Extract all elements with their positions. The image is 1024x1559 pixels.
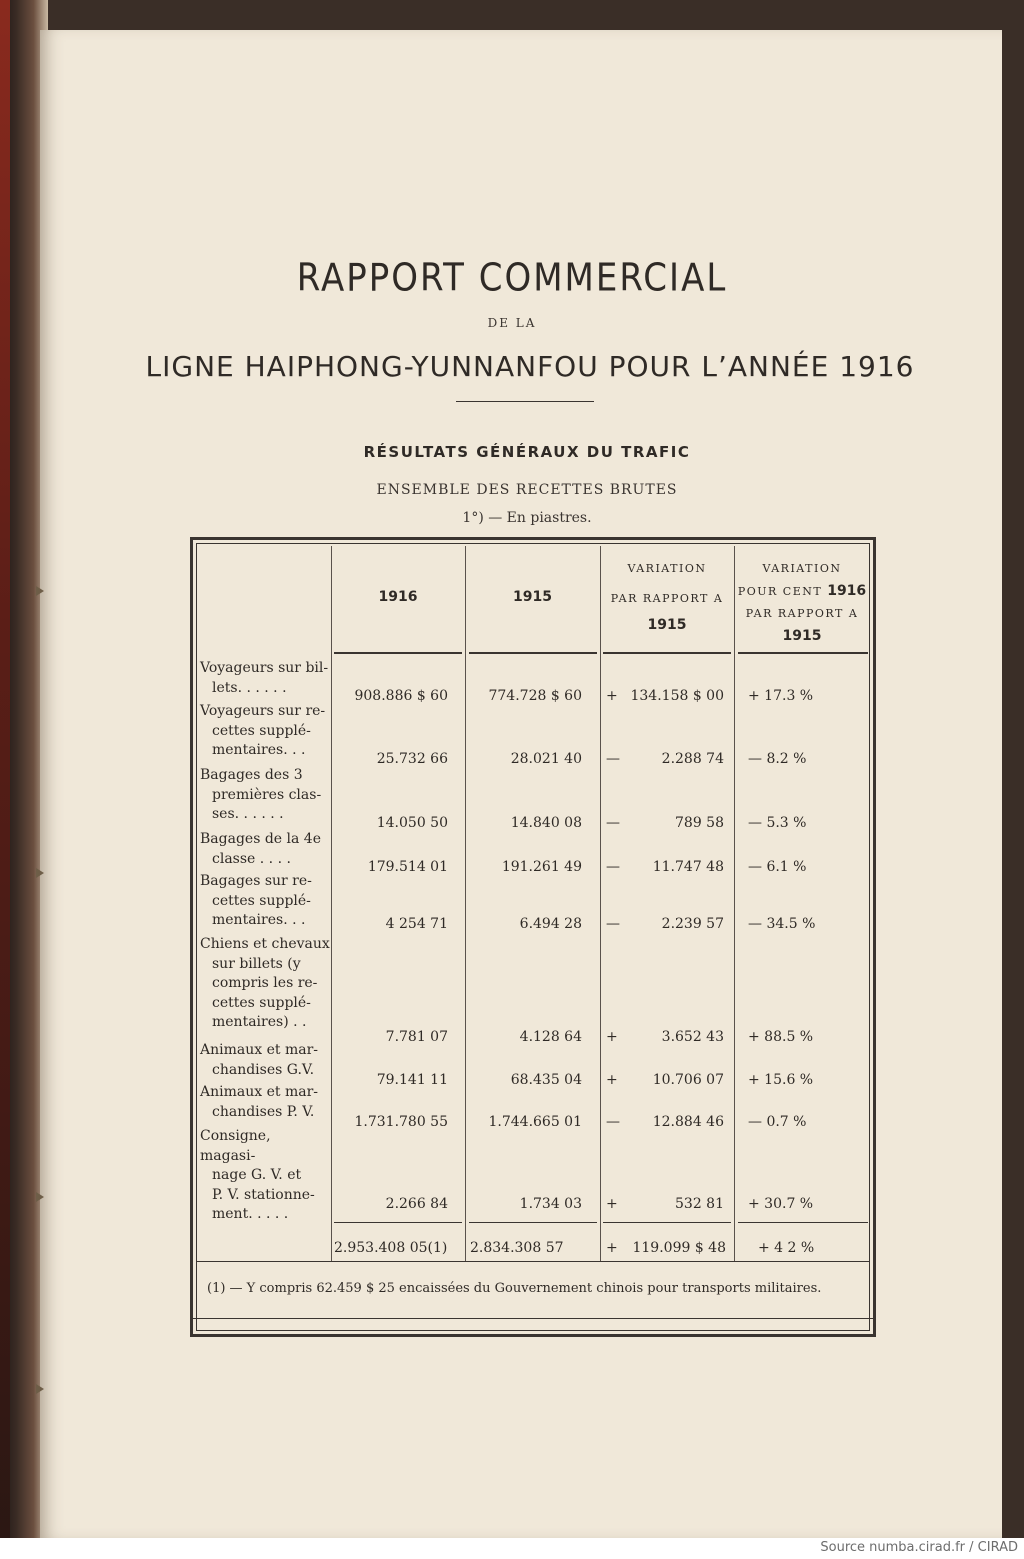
value-1916: 2.266 84 (385, 1196, 448, 1212)
row-label (200, 830, 330, 869)
variation-sign: + (606, 1072, 618, 1088)
variation-percent: + 17.3 % (748, 688, 814, 704)
variation-percent: — 6.1 % (748, 859, 807, 875)
page-subtitle: LIGNE HAIPHONG-YUNNANFOU POUR L’ANNÉE 1916 (145, 350, 915, 383)
row-label-line: classe . . . . (212, 850, 291, 867)
value-1915: 1.744.665 01 (488, 1114, 582, 1130)
variation-value: 10.706 07 (652, 1072, 724, 1088)
footnote-rule (192, 1318, 874, 1319)
variation-value: 3.652 43 (661, 1029, 724, 1045)
unit-caption: 1°) — En piastres. (462, 510, 592, 526)
variation-sign: — (606, 1114, 620, 1130)
row-label-line: Voyageurs sur re- (200, 703, 326, 719)
variation-percent: + 88.5 % (748, 1029, 814, 1045)
value-1916: 179.514 01 (367, 859, 448, 875)
value-1916: 14.050 50 (376, 815, 448, 831)
header-variation-line2: PAR RAPPORT A (610, 592, 724, 605)
title-connector: DE LA (487, 316, 537, 330)
row-label-line: lets. . . . . . (212, 679, 287, 696)
row-label (200, 659, 330, 698)
header-rule (469, 652, 597, 654)
row-label-line: mentaires) . . (212, 1014, 307, 1030)
variation-sign: — (606, 916, 620, 932)
header-rule (603, 652, 731, 654)
row-label (200, 702, 330, 761)
row-label (200, 935, 330, 1033)
row-label-line: ment. . . . . (212, 1206, 289, 1222)
total-1915: 2.834.308 57 (470, 1240, 564, 1256)
variation-sign: — (606, 751, 620, 767)
row-label-line: sur billets (y (212, 955, 301, 972)
variation-sign: + (606, 1196, 618, 1212)
row-label-line: Animaux et mar- (200, 1084, 318, 1100)
header-1916: 1916 (378, 589, 418, 605)
row-label-line: cettes supplé- (212, 722, 311, 739)
column-divider (465, 546, 466, 1261)
value-1915: 6.494 28 (519, 916, 582, 932)
header-1915: 1915 (513, 589, 552, 605)
row-label-line: Bagages des 3 (200, 767, 303, 783)
variation-value: 134.158 $ 00 (630, 688, 724, 704)
header-pct-line1: VARIATION (762, 562, 842, 575)
row-label-line: nage G. V. et (212, 1167, 302, 1183)
row-label-line: compris les re- (212, 975, 318, 991)
row-label (200, 1041, 330, 1080)
header-pct-year-1915: 1915 (782, 628, 822, 644)
variation-sign: + (606, 688, 618, 704)
row-label-line: cettes supplé- (212, 994, 311, 1011)
footnote: (1) — Y compris 62.459 $ 25 encaissées du Gouvernement chinois pour transports militaires. (207, 1281, 822, 1296)
variation-sign: — (606, 859, 620, 875)
row-label (200, 1127, 330, 1225)
total-rule (603, 1222, 731, 1223)
header-pct-line3: PAR RAPPORT A (745, 607, 859, 620)
row-label-line: Bagages sur re- (200, 873, 312, 889)
total-variation: 119.099 $ 48 (632, 1240, 726, 1256)
header-rule (334, 652, 462, 654)
variation-sign: — (606, 815, 620, 831)
header-rule (738, 652, 868, 654)
section-heading: RÉSULTATS GÉNÉRAUX DU TRAFIC (363, 443, 691, 461)
subsection-heading: ENSEMBLE DES RECETTES BRUTES (376, 482, 678, 498)
row-label-line: premières clas- (212, 786, 322, 803)
row-label (200, 872, 330, 931)
value-1916: 25.732 66 (376, 751, 448, 767)
variation-value: 2.288 74 (661, 751, 724, 767)
source-credit: Source numba.cirad.fr / CIRAD (820, 1540, 1018, 1555)
page-title: RAPPORT COMMERCIAL (296, 255, 728, 301)
value-1916: 908.886 $ 60 (354, 688, 448, 704)
row-label-line: mentaires. . . (212, 912, 306, 928)
value-1915: 774.728 $ 60 (488, 688, 582, 704)
column-divider (331, 546, 332, 1261)
variation-percent: — 0.7 % (748, 1114, 807, 1130)
value-1916: 4 254 71 (385, 916, 448, 932)
row-label-line: Bagages de la 4e (200, 831, 321, 847)
row-label (200, 766, 330, 825)
value-1915: 191.261 49 (501, 859, 582, 875)
total-1916: 2.953.408 05(1) (334, 1240, 448, 1256)
header-variation-pct (734, 558, 870, 648)
variation-percent: + 15.6 % (748, 1072, 814, 1088)
row-label-line: P. V. stationne- (212, 1186, 315, 1203)
total-percent: + 4 2 % (758, 1240, 815, 1256)
value-1916: 79.141 11 (376, 1072, 448, 1088)
variation-value: 532 81 (675, 1196, 724, 1212)
total-variation-sign: + (606, 1240, 618, 1256)
value-1915: 68.435 04 (510, 1072, 582, 1088)
value-1916: 7.781 07 (385, 1029, 448, 1045)
row-label-line: cettes supplé- (212, 892, 311, 909)
row-label-line: Voyageurs sur bil- (200, 660, 329, 676)
variation-value: 2.239 57 (661, 916, 724, 932)
value-1915: 14.840 08 (510, 815, 582, 831)
variation-value: 11.747 48 (652, 859, 724, 875)
variation-sign: + (606, 1029, 618, 1045)
variation-value: 12.884 46 (652, 1114, 724, 1130)
value-1915: 28.021 40 (510, 751, 582, 767)
column-divider (600, 546, 601, 1261)
row-label-line: mentaires. . . (212, 742, 306, 758)
variation-value: 789 58 (675, 815, 724, 831)
variation-percent: + 30.7 % (748, 1196, 814, 1212)
header-variation-line1: VARIATION (627, 562, 707, 575)
row-label-line: ses. . . . . . (212, 806, 284, 822)
row-label-line: Consigne, magasi- (200, 1128, 271, 1164)
total-rule (738, 1222, 868, 1223)
header-pct-year-1916: 1916 (827, 583, 867, 599)
value-1915: 1.734 03 (519, 1196, 582, 1212)
header-variation-year: 1915 (647, 617, 687, 633)
row-label-line: Animaux et mar- (200, 1042, 318, 1058)
total-rule (469, 1222, 597, 1223)
row-label-line: Chiens et chevaux (200, 936, 330, 952)
row-label (200, 1083, 330, 1122)
header-pct-line2: POUR CENT (737, 585, 823, 598)
variation-percent: — 8.2 % (748, 751, 807, 767)
row-label-line: chandises G.V. (212, 1061, 315, 1078)
value-1916: 1.731.780 55 (354, 1114, 448, 1130)
total-rule (334, 1222, 462, 1223)
variation-percent: — 5.3 % (748, 815, 807, 831)
variation-percent: — 34.5 % (748, 916, 816, 932)
table-bottom-rule (197, 1261, 869, 1262)
header-variation (600, 558, 734, 637)
binding-edge (0, 0, 10, 1559)
column-divider (734, 546, 735, 1261)
title-divider (456, 401, 594, 402)
value-1915: 4.128 64 (519, 1029, 582, 1045)
row-label-line: chandises P. V. (212, 1103, 315, 1120)
